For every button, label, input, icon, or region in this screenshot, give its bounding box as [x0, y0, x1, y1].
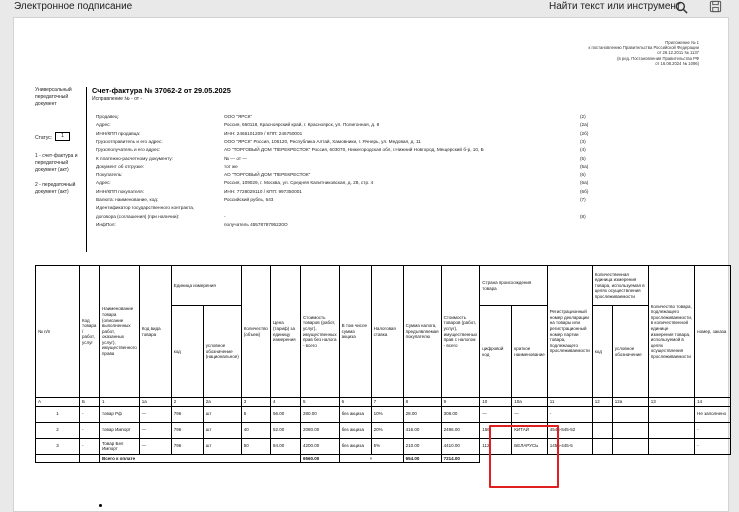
cell-uname: шт	[203, 438, 241, 454]
cell-ccode: 156	[480, 422, 512, 438]
cell-cname: —	[512, 406, 547, 422]
col-rate: Налоговая ставка	[371, 266, 403, 398]
field-value: АО "ТОРГОВЫЙ ДОМ "ПЕРЕКРЕСТОК" Россия, 603070, Нижегородская обл, г.Нижний Новгород, Мещерский б-р, 10, Б	[224, 147, 484, 153]
field-value: № — от —	[224, 155, 247, 161]
invoice-title: Счет-фактура № 37062-2 от 29.05.2025	[92, 86, 231, 95]
column-number: 12а	[612, 398, 648, 407]
totals-row	[36, 454, 731, 463]
cell-tqty	[648, 438, 694, 454]
col-total: Стоимость товаров (работ, услуг), имущественных прав с налогом - всего	[441, 266, 480, 398]
cell-rate: 5%	[371, 438, 403, 454]
appendix-note: Приложение № 1 к постановлению Правительства Российской Федерации от 26.12.2011 № 1137 (в ред. Постановления Правительства РФ от 16.08.2024 № 1096)	[588, 40, 699, 66]
cell-kind: —	[139, 406, 171, 422]
field-row	[96, 155, 696, 162]
field-label: Адрес:	[96, 122, 111, 128]
cell-price: 84.00	[270, 438, 300, 454]
field-label: Идентификатор государственного контракта,	[96, 205, 195, 211]
cell-order: -	[695, 422, 731, 438]
col-trace-code: код	[592, 306, 612, 398]
cell-total: 308.00	[441, 406, 480, 422]
cell-tname	[612, 422, 648, 438]
field-row	[96, 221, 696, 228]
column-number: 1	[100, 398, 140, 407]
field-label: Документ об отгрузке:	[96, 163, 145, 169]
column-number: 7	[371, 398, 403, 407]
cell-excise: без акциза	[339, 422, 371, 438]
invoice-correction: Исправление № - от -	[92, 96, 143, 102]
field-code: (6)	[580, 172, 586, 178]
cell-name: товар Рф	[100, 406, 140, 422]
cell-name: Товар Бел Импорт	[100, 438, 140, 454]
field-label: ИНН/КПП продавца:	[96, 130, 141, 136]
field-code: (8)	[580, 213, 586, 219]
col-country-code: цифровой код	[480, 306, 512, 398]
field-code: (5а)	[580, 163, 589, 169]
field-value: ИНН: 2466101209 / КПП: 246750001	[224, 130, 303, 136]
col-code: Код товара / работ, услуг	[80, 266, 100, 398]
total-tax: 654.00	[403, 454, 441, 463]
field-row	[96, 121, 696, 128]
column-number: 10	[480, 398, 512, 407]
cell-cost: 2080.00	[300, 422, 339, 438]
field-code: (2)	[580, 114, 586, 119]
field-row	[96, 188, 696, 195]
field-label: Продавец:	[96, 114, 119, 119]
cell-price: 56.00	[270, 406, 300, 422]
column-number: 6	[339, 398, 371, 407]
field-code: (2а)	[580, 122, 589, 128]
cell-rate: 20%	[371, 422, 403, 438]
column-number: 4	[270, 398, 300, 407]
table-row	[36, 422, 731, 438]
cell-price: 52.00	[270, 422, 300, 438]
find-tool-link[interactable]: Найти текст или инструмент	[549, 1, 681, 12]
status-value: 1	[55, 132, 70, 141]
cell-name: товар Импорт	[100, 422, 140, 438]
field-code: (7)	[580, 197, 586, 202]
field-value: получатель 4557878795220О	[224, 221, 288, 227]
cell-rate: 10%	[371, 406, 403, 422]
field-row	[96, 179, 696, 186]
col-trace-unit: Количественная единица измерения товара, используемая в целях осуществления прослеживаемости	[592, 266, 648, 306]
cell-excise: без акциза	[339, 406, 371, 422]
field-label: Грузоотправитель и его адрес:	[96, 138, 163, 144]
cell-ucode: 796	[171, 406, 203, 422]
field-code: (2б)	[580, 130, 589, 136]
table-row	[36, 438, 731, 454]
cell-code: -	[80, 406, 100, 422]
goods-table	[35, 265, 731, 463]
cell-tqty	[648, 422, 694, 438]
field-label: договора (соглашения) (при наличии):	[96, 213, 180, 219]
col-unit: Единица измерения	[171, 266, 241, 306]
col-excise: В том числе сумма акциза	[339, 266, 371, 398]
cell-tqty	[648, 406, 694, 422]
cell-ucode: 796	[171, 422, 203, 438]
bullet-mark	[99, 504, 102, 507]
column-number: 10а	[512, 398, 547, 407]
cell-total: 4410.00	[441, 438, 480, 454]
field-value: Россия, 109029, г. Москва, ул. Средняя Калитниковская, д. 28, стр. 4	[224, 180, 374, 186]
cell-code: -	[80, 438, 100, 454]
column-number: 9	[441, 398, 480, 407]
cell-ccode: 112	[480, 438, 512, 454]
app-toolbar	[0, 0, 739, 14]
column-number: 2	[171, 398, 203, 407]
total-sum: 7214.00	[441, 454, 480, 463]
field-code: (4)	[580, 147, 586, 153]
field-code: (6а)	[580, 180, 589, 186]
field-row	[96, 204, 696, 211]
cell-regnum: -	[547, 406, 592, 422]
cell-cost: 280.00	[300, 406, 339, 422]
col-country: Страна происхождения товара	[480, 266, 547, 306]
cell-tax: 28.00	[403, 406, 441, 422]
cell-tax: 210.00	[403, 438, 441, 454]
cell-num: 3	[36, 438, 80, 454]
cell-qty: 40	[241, 422, 270, 438]
total-cost: 6560.00	[300, 454, 339, 463]
field-value: Российский рубль, 643	[224, 197, 274, 202]
col-unit-code: код	[171, 306, 203, 398]
cell-cname: БЕЛАРУСЬ	[512, 438, 547, 454]
cell-num: 1	[36, 406, 80, 422]
cell-tcode	[592, 438, 612, 454]
col-order: номер, заказа	[695, 266, 731, 398]
document-type: Универсальный передаточный документ	[35, 87, 72, 107]
field-row	[96, 146, 696, 153]
field-value: Россия, 660118, Красноярский край, г. Красноярск, ул. Полигонная, д. 8	[224, 122, 380, 128]
field-code: (3)	[580, 138, 586, 144]
field-label: Покупатель:	[96, 172, 123, 178]
cell-qty: 5	[241, 406, 270, 422]
cell-tcode	[592, 422, 612, 438]
column-number: 14	[695, 398, 731, 407]
field-value: АО "ТОРГОВЫЙ ДОМ "ПЕРЕКРЕСТОК"	[224, 172, 311, 178]
cell-uname: шт	[203, 406, 241, 422]
column-number: Б	[80, 398, 100, 407]
cell-excise: без акциза	[339, 438, 371, 454]
column-numbers-row	[36, 398, 731, 407]
cell-cost: 4200.00	[300, 438, 339, 454]
field-row	[96, 138, 696, 145]
field-value: ООО "ЯРСК"	[224, 114, 253, 119]
field-value: ООО "ЯРСК" Россия, 106120, Республика Алтай, Хамовники, г. Ячнерь, ул. Медовая, д. 11	[224, 138, 421, 144]
field-label: К платежно-расчетному документу:	[96, 155, 174, 161]
search-icon[interactable]	[675, 1, 688, 14]
field-label: Валюта: наименование, код:	[96, 197, 159, 202]
cell-order: -	[695, 438, 731, 454]
field-row	[96, 113, 696, 120]
cell-kind: —	[139, 438, 171, 454]
cell-tcode	[592, 406, 612, 422]
cell-tname	[612, 406, 648, 422]
col-qty: Количество (объем)	[241, 266, 270, 398]
col-unit-name: условное обозначение (национальное)	[203, 306, 241, 398]
column-number: 8	[403, 398, 441, 407]
field-code: (6б)	[580, 188, 589, 194]
col-country-name: краткое наименование	[512, 306, 547, 398]
col-trace-name: условное обозначение	[612, 306, 648, 398]
total-excise-mark: ×	[339, 454, 403, 463]
col-cost: Стоимость товаров (работ, услуг), имущественных прав без налога - всего	[300, 266, 339, 398]
cell-kind: —	[139, 422, 171, 438]
column-number: 11	[547, 398, 592, 407]
cell-num: 2	[36, 422, 80, 438]
column-number: А	[36, 398, 80, 407]
cell-tname	[612, 438, 648, 454]
cell-ucode: 796	[171, 438, 203, 454]
column-number: 5	[300, 398, 339, 407]
field-code: (5)	[580, 155, 586, 161]
column-number: 2а	[203, 398, 241, 407]
status-label: Статус:	[35, 135, 53, 141]
col-num: № п/п	[36, 266, 80, 398]
save-icon[interactable]	[709, 0, 722, 13]
col-name: Наименование товара (описание выполненных работ, оказанных услуг), имущественного права	[100, 266, 140, 398]
cell-ccode: —	[480, 406, 512, 422]
country-regnum-highlight	[489, 425, 559, 488]
field-label: ИнфПол:	[96, 221, 116, 227]
col-trace-qty: Количество товара, подлежащего прослеживаемости, в количественной единице измерения товара, используемой в целях осуществления прослеживаемости	[648, 266, 694, 398]
col-price: Цена (тариф) за единицу измерения	[270, 266, 300, 398]
col-tax: Сумма налога, предъявляемая покупателю	[403, 266, 441, 398]
col-regnum: Регистрационный номер декларации на товары или регистрационный номер партии товара, подлежащего прослеживаемости	[547, 266, 592, 398]
cell-tax: 416.00	[403, 422, 441, 438]
field-row	[96, 171, 696, 178]
total-label: Всего к оплате	[100, 454, 301, 463]
column-number: 13	[648, 398, 694, 407]
cell-uname: шт	[203, 422, 241, 438]
field-row	[96, 196, 696, 203]
column-number: 3	[241, 398, 270, 407]
cell-regnum: 4545-545-52	[547, 422, 592, 438]
field-label: Грузополучатель и его адрес:	[96, 147, 161, 153]
field-row	[96, 130, 696, 137]
column-number: 1а	[139, 398, 171, 407]
app-title: Электронное подписание	[14, 1, 133, 12]
col-kind: Код вида товара	[139, 266, 171, 398]
field-row	[96, 213, 696, 220]
cell-total: 2496.00	[441, 422, 480, 438]
table-row	[36, 406, 731, 422]
cell-code: -	[80, 422, 100, 438]
field-label: ИНН/КПП покупателя:	[96, 188, 144, 194]
field-row	[96, 163, 696, 170]
status-legend: 1 - счет-фактура и передаточный документ (акт) 2 - передаточный документ (акт)	[35, 153, 78, 195]
cell-regnum: 1455-445-5	[547, 438, 592, 454]
field-value: -	[224, 213, 226, 219]
header-divider	[86, 87, 87, 252]
cell-cname: КИТАЙ	[512, 422, 547, 438]
column-number: 12	[592, 398, 612, 407]
field-label: Адрес:	[96, 180, 111, 186]
field-value: ИНН: 7728029110 / КПП: 997350001	[224, 188, 302, 194]
cell-qty: 50	[241, 438, 270, 454]
field-value: тот же	[224, 163, 238, 169]
cell-order: Не заполнено	[695, 406, 731, 422]
